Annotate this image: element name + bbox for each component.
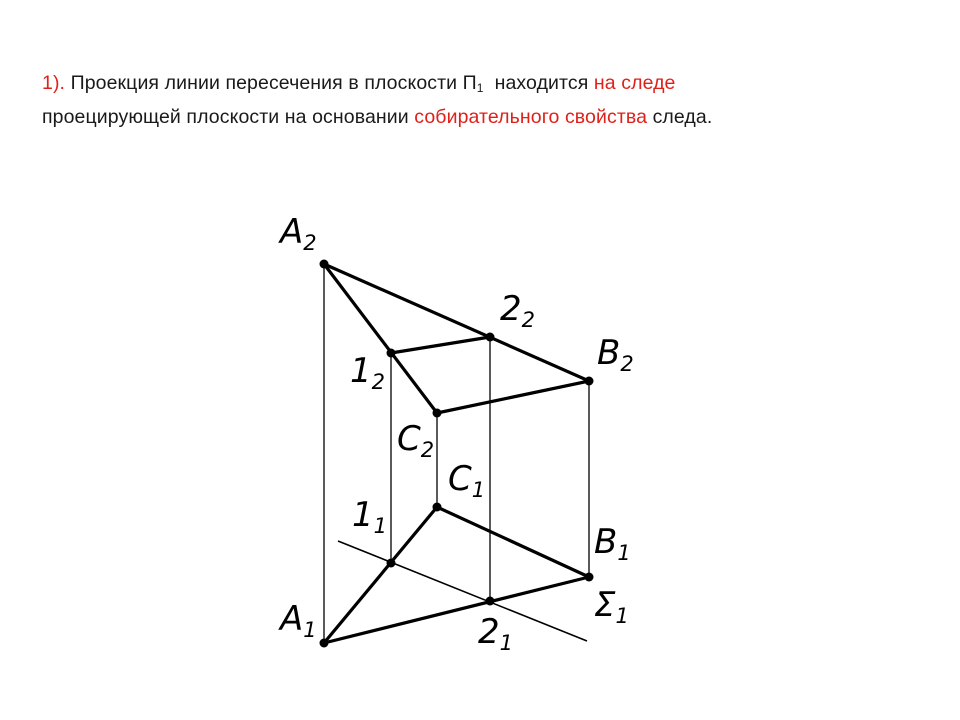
label-sigma1: $\Sigma_1$ — [594, 585, 629, 628]
label-A2: $A_2$ — [280, 212, 317, 255]
caption-number: 1). — [42, 72, 66, 94]
label-C2: $C_2$ — [397, 419, 435, 462]
label-12: $1_2$ — [350, 351, 386, 394]
edge-C1-B1 — [437, 507, 589, 577]
point-A2 — [320, 260, 329, 269]
trace-line-sigma1 — [338, 541, 587, 641]
point-B2 — [585, 377, 594, 386]
caption-part2: находится — [494, 72, 589, 94]
label-A1: $A_1$ — [280, 599, 317, 642]
edge-12-22 — [391, 337, 490, 353]
label-B1: $B_1$ — [594, 522, 631, 565]
label-21: $2_1$ — [478, 612, 514, 655]
label-C1: $C_1$ — [448, 459, 486, 502]
point-B1 — [585, 573, 594, 582]
edge-A1-B1 — [324, 577, 589, 643]
label-B2: $B_2$ — [597, 333, 634, 376]
point-C1 — [433, 503, 442, 512]
edge-C2-B2 — [437, 381, 589, 413]
point-11 — [387, 559, 396, 568]
point-A1 — [320, 639, 329, 648]
caption-highlight-trace: на следе — [593, 72, 676, 94]
label-22: $2_2$ — [500, 289, 536, 332]
point-C2 — [433, 409, 442, 418]
caption-plane-sub: 1 — [476, 81, 484, 95]
point-12 — [387, 349, 396, 358]
point-22 — [486, 333, 495, 342]
caption-part1: Проекция линии пересечения в плоскости П — [70, 72, 477, 94]
caption-part3: проецирующей плоскости на основании — [42, 106, 409, 128]
caption-highlight-property: собирательного свойства — [414, 106, 648, 128]
point-21 — [486, 597, 495, 606]
caption-part4: следа. — [652, 106, 713, 128]
label-11: $1_1$ — [352, 495, 388, 538]
